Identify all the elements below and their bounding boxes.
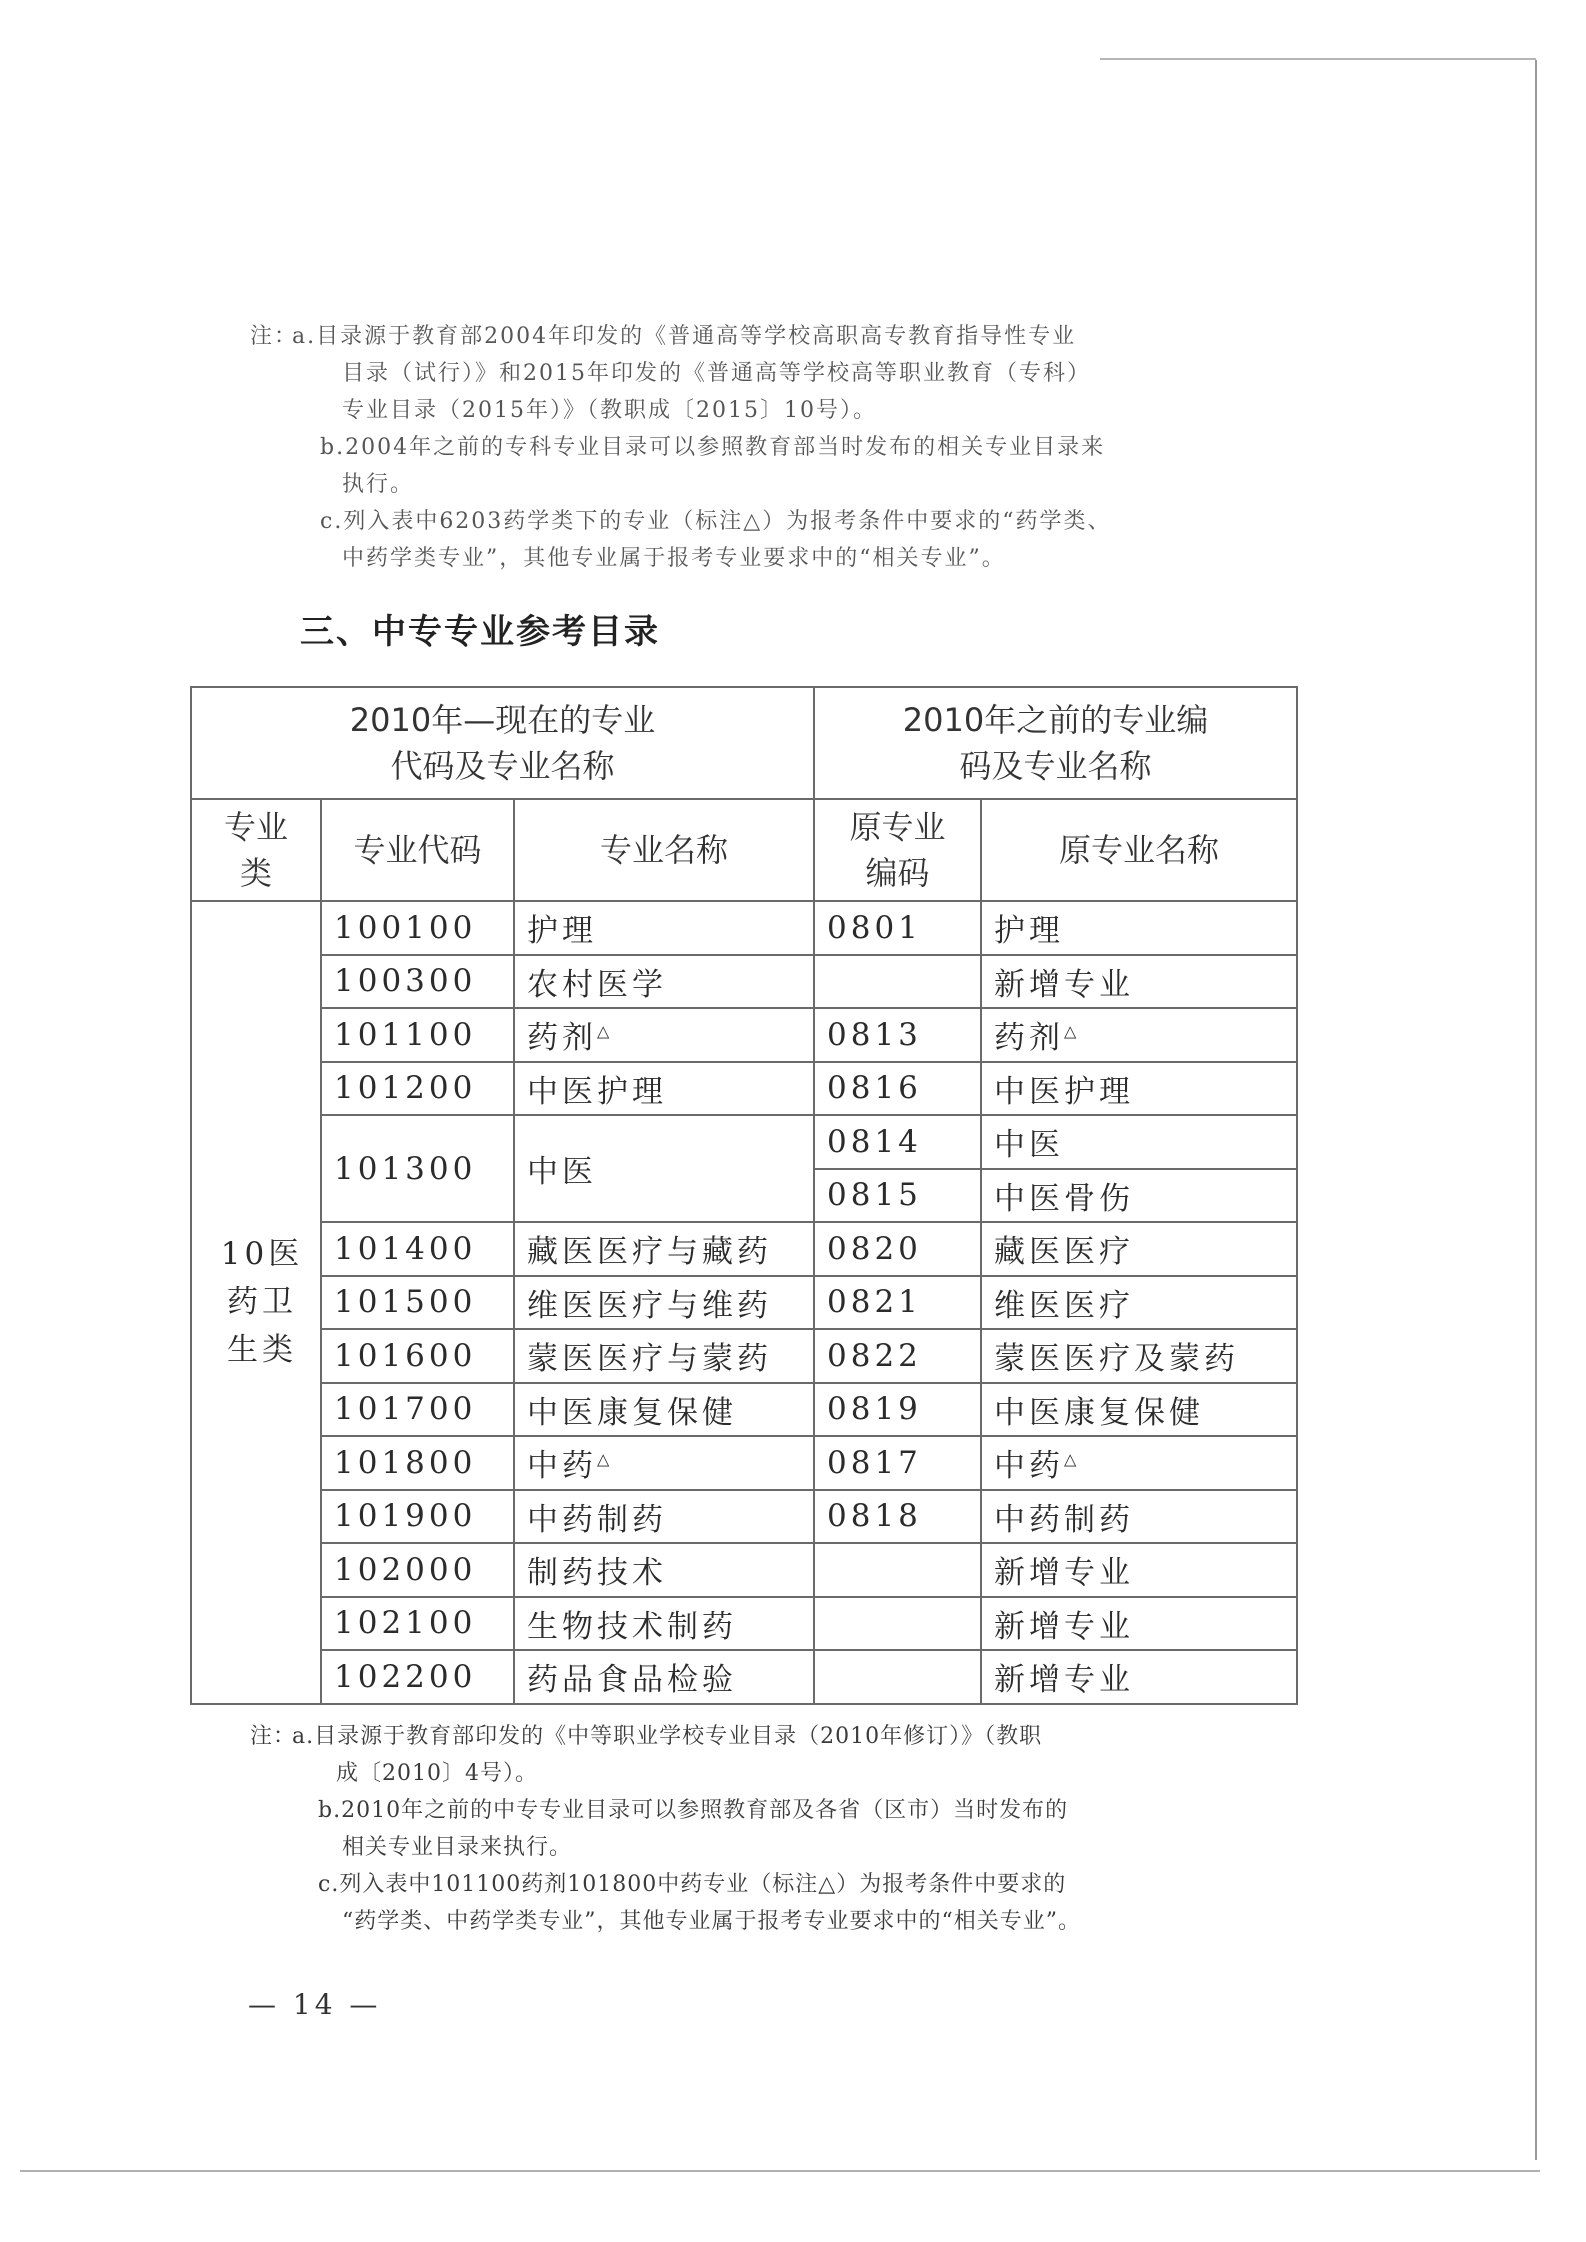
orig-name: 中药制药 — [981, 1490, 1297, 1544]
orig-name: 药剂△ — [981, 1008, 1297, 1062]
major-name: 药品食品检验 — [514, 1650, 814, 1704]
triangle-mark: △ — [597, 1449, 610, 1469]
note-bottom-a-cont1: 成〔2010〕4号）。 — [336, 1761, 538, 1786]
note-top-b-cont1: 执行。 — [342, 472, 415, 497]
major-name: 药剂△ — [514, 1008, 814, 1062]
note-bottom-b: b.2010年之前的中专专业目录可以参照教育部及各省（区市）当时发布的 — [318, 1798, 1069, 1823]
orig-code — [814, 1597, 981, 1651]
table-row — [191, 1062, 1297, 1116]
column-header-category: 专业类 — [191, 799, 321, 901]
table-row — [191, 1597, 1297, 1651]
notes-bottom — [250, 1718, 1250, 1940]
major-code: 101500 — [321, 1276, 514, 1330]
table-row — [191, 1650, 1297, 1704]
major-name: 中医康复保健 — [514, 1383, 814, 1437]
major-code: 101200 — [321, 1062, 514, 1116]
table-row — [191, 901, 1297, 955]
note-top-a-line1 — [250, 318, 1250, 355]
table-row — [191, 1008, 1297, 1062]
note-top-c-cont1: 中药学类专业”，其他专业属于报考专业要求中的“相关专业”。 — [342, 546, 1006, 571]
major-code: 102200 — [321, 1650, 514, 1704]
page-edge-bottom — [20, 2170, 1540, 2172]
orig-name: 新增专业 — [981, 1543, 1297, 1597]
major-code: 102100 — [321, 1597, 514, 1651]
orig-code: 0801 — [814, 901, 981, 955]
note-bottom-a-line1 — [250, 1718, 1250, 1755]
note-bottom-b-cont1: 相关专业目录来执行。 — [342, 1835, 573, 1860]
orig-code — [814, 955, 981, 1009]
major-name: 中医护理 — [514, 1062, 814, 1116]
group-header-row — [191, 687, 1297, 799]
orig-name: 护理 — [981, 901, 1297, 955]
table-row — [191, 1222, 1297, 1276]
orig-code — [814, 1650, 981, 1704]
major-code: 100300 — [321, 955, 514, 1009]
major-name: 护理 — [514, 901, 814, 955]
column-header-orig-name: 原专业名称 — [981, 799, 1297, 901]
table-row — [191, 1490, 1297, 1544]
column-header-name: 专业名称 — [514, 799, 814, 901]
note-bottom-c: c.列入表中101100药剂101800中药专业（标注△）为报考条件中要求的 — [318, 1872, 1067, 1897]
triangle-mark: △ — [1064, 1449, 1077, 1469]
table-row — [191, 1276, 1297, 1330]
table-row — [191, 955, 1297, 1009]
major-name: 生物技术制药 — [514, 1597, 814, 1651]
major-name: 中药制药 — [514, 1490, 814, 1544]
major-code: 102000 — [321, 1543, 514, 1597]
orig-code: 0817 — [814, 1436, 981, 1490]
orig-code: 0813 — [814, 1008, 981, 1062]
orig-name: 蒙医医疗及蒙药 — [981, 1329, 1297, 1383]
note-bottom-c-cont1: “药学类、中药学类专业”，其他专业属于报考专业要求中的“相关专业”。 — [342, 1909, 1081, 1934]
orig-name: 中医康复保健 — [981, 1383, 1297, 1437]
table-row — [191, 1329, 1297, 1383]
note-top-a-cont1: 目录（试行）》和2015年印发的《普通高等学校高等职业教育（专科） — [342, 361, 1091, 386]
column-header-row — [191, 799, 1297, 901]
table-row — [191, 1436, 1297, 1490]
major-name: 制药技术 — [514, 1543, 814, 1597]
major-code: 101400 — [321, 1222, 514, 1276]
table-row — [191, 1383, 1297, 1437]
orig-name: 中医护理 — [981, 1062, 1297, 1116]
orig-code: 0816 — [814, 1062, 981, 1116]
page-edge-top — [1100, 58, 1536, 60]
major-code: 101100 — [321, 1008, 514, 1062]
column-header-orig-code: 原专业编码 — [814, 799, 981, 901]
major-code: 101800 — [321, 1436, 514, 1490]
category-cell: 10医药卫生类 — [191, 901, 321, 1704]
major-code: 101300 — [321, 1115, 514, 1222]
page-edge-right — [1535, 60, 1537, 2160]
notes-top — [250, 318, 1250, 577]
column-header-code: 专业代码 — [321, 799, 514, 901]
orig-name: 新增专业 — [981, 955, 1297, 1009]
major-name: 中药△ — [514, 1436, 814, 1490]
major-code: 101900 — [321, 1490, 514, 1544]
orig-name: 新增专业 — [981, 1650, 1297, 1704]
note-top-b: b.2004年之前的专科专业目录可以参照教育部当时发布的相关专业目录来 — [320, 435, 1106, 460]
group-header-previous: 2010年之前的专业编码及专业名称 — [814, 687, 1297, 799]
orig-name: 藏医医疗 — [981, 1222, 1297, 1276]
orig-name: 中医 — [981, 1115, 1297, 1169]
orig-name: 新增专业 — [981, 1597, 1297, 1651]
note-top-a: a.目录源于教育部2004年印发的《普通高等学校高职高专教育指导性专业 — [292, 324, 1077, 349]
orig-name: 中药△ — [981, 1436, 1297, 1490]
table-row — [191, 1115, 1297, 1169]
major-code: 101600 — [321, 1329, 514, 1383]
orig-code: 0819 — [814, 1383, 981, 1437]
major-name: 蒙医医疗与蒙药 — [514, 1329, 814, 1383]
orig-name: 中医骨伤 — [981, 1169, 1297, 1223]
note-prefix: 注： — [250, 324, 299, 349]
major-code: 101700 — [321, 1383, 514, 1437]
note-top-c: c.列入表中6203药学类下的专业（标注△）为报考条件中要求的“药学类、 — [320, 509, 1112, 534]
major-name: 维医医疗与维药 — [514, 1276, 814, 1330]
major-name: 中医 — [514, 1115, 814, 1222]
major-catalog-table — [190, 686, 1298, 1705]
orig-code: 0814 — [814, 1115, 981, 1169]
note-top-a-cont2: 专业目录（2015年）》（教职成〔2015〕10号）。 — [342, 398, 877, 423]
triangle-mark: △ — [1064, 1021, 1077, 1041]
orig-code — [814, 1543, 981, 1597]
major-name: 藏医医疗与藏药 — [514, 1222, 814, 1276]
note-prefix: 注： — [250, 1724, 297, 1749]
note-bottom-a: a.目录源于教育部印发的《中等职业学校专业目录（2010年修订）》（教职 — [292, 1724, 1043, 1749]
section-heading: 三、中专专业参考目录 — [300, 612, 660, 652]
table-row — [191, 1543, 1297, 1597]
orig-name: 维医医疗 — [981, 1276, 1297, 1330]
orig-code: 0815 — [814, 1169, 981, 1223]
orig-code: 0820 — [814, 1222, 981, 1276]
major-code: 100100 — [321, 901, 514, 955]
triangle-mark: △ — [597, 1021, 610, 1041]
orig-code: 0818 — [814, 1490, 981, 1544]
major-name: 农村医学 — [514, 955, 814, 1009]
group-header-current: 2010年—现在的专业代码及专业名称 — [191, 687, 814, 799]
orig-code: 0822 — [814, 1329, 981, 1383]
page-number: — 14 — — [248, 1988, 382, 2021]
orig-code: 0821 — [814, 1276, 981, 1330]
